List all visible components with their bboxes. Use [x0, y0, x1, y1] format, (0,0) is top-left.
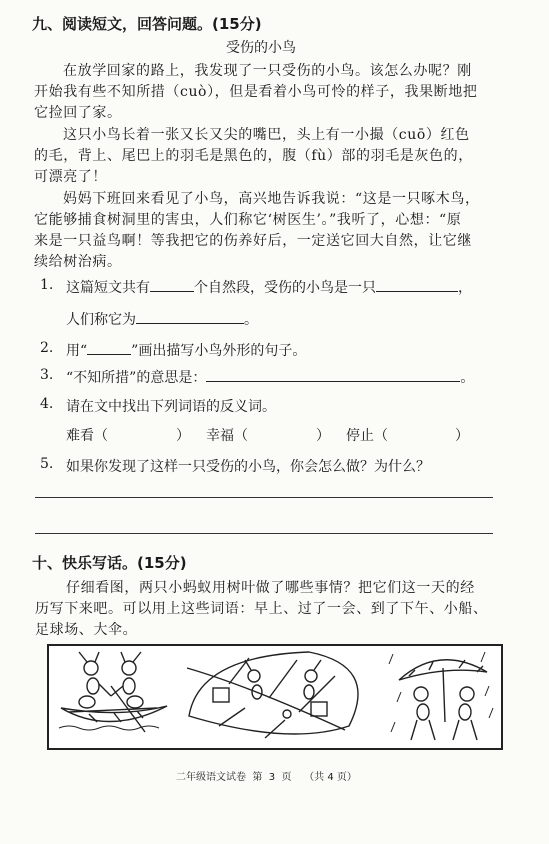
answer-line[interactable]	[35, 533, 493, 534]
q4-number: 4.	[40, 396, 54, 412]
q1-blank-paragraphs[interactable]	[150, 279, 194, 292]
q2-text-b: ”画出描写小鸟外形的句子。	[131, 343, 307, 359]
footer-exam-name: 二年级语文试卷	[176, 772, 246, 783]
story-line: 来是一只益鸟啊！等我把它的伤养好后，一定送它回大自然，让它继	[34, 233, 472, 249]
story-line: 在放学回家的路上，我发现了一只受伤的小鸟。该怎么办呢？刚	[63, 63, 472, 79]
antonym-close-3: ）	[455, 428, 469, 444]
q2-number: 2.	[40, 340, 54, 356]
q2-text-a: 用“	[66, 343, 88, 359]
question-3	[66, 367, 474, 387]
story-title: 受伤的小鸟	[226, 40, 296, 56]
ant-head	[84, 661, 98, 675]
illustration-frame	[47, 644, 503, 750]
story-line: 可漂亮了！	[34, 169, 107, 185]
page-footer	[176, 768, 357, 783]
q3-text: “不知所措”的意思是：	[66, 370, 207, 386]
q1-text-a: 这篇短文共有	[66, 280, 150, 296]
q1-blank-bird[interactable]	[376, 279, 458, 292]
writing-prompt-line: 历写下来吧。可以用上这些词语：早上、过了一会、到了下午、小船、	[35, 601, 488, 617]
footer-di: 第	[252, 772, 263, 783]
section10-heading: 十、快乐写话。(15分)	[32, 554, 187, 572]
question-4: 请在文中找出下列词语的反义词。	[66, 399, 276, 415]
question-1	[66, 277, 472, 297]
footer-page-number: 3	[268, 772, 276, 783]
question-2	[66, 340, 306, 360]
footer-total-pages: （共 4 页）	[304, 772, 357, 783]
q2-underline-mark	[87, 342, 131, 355]
footer-ye: 页	[281, 772, 292, 783]
antonym-close-1: ）	[176, 428, 190, 444]
story-line: 它捡回了家。	[34, 105, 122, 121]
q1-text-c: ，	[458, 280, 472, 296]
writing-prompt-line: 仔细看图，两只小蚂蚁用树叶做了哪些事情？把它们这一天的经	[66, 580, 475, 596]
story-line: 续给树治病。	[34, 254, 122, 270]
ant-head	[122, 661, 136, 675]
ball	[283, 710, 291, 718]
antonym-close-2: ）	[316, 428, 330, 444]
antonym-label-3: 停止（	[346, 428, 388, 444]
story-line: 它能够捕食树洞里的害虫，人们称它‘树医生’。”我听了，心想：“原	[34, 212, 462, 228]
q1-text-b: 个自然段，受伤的小鸟是一只	[194, 280, 376, 296]
q1-blank-name[interactable]	[136, 311, 244, 324]
q1-text-e: 。	[244, 312, 258, 328]
ant-illustration	[49, 646, 501, 748]
q1-text-d: 人们称它为	[66, 312, 136, 328]
story-line: 的毛，背上、尾巴上的羽毛是黑色的，腹（fù）部的羽毛是灰色的，	[34, 148, 473, 164]
q1-number: 1.	[40, 277, 54, 293]
story-line: 这只小鸟长着一张又长又尖的嘴巴，头上有一小撮（cuō）红色	[63, 127, 470, 143]
story-line: 妈妈下班回来看见了小鸟，高兴地告诉我说：“这是一只啄木鸟，	[63, 191, 480, 207]
section9-heading: 九、阅读短文，回答问题。(15分)	[32, 15, 262, 33]
question-5: 如果你发现了这样一只受伤的小鸟，你会怎么做？为什么？	[66, 459, 430, 475]
q3-end: 。	[460, 370, 475, 386]
writing-prompt-line: 足球场、大伞。	[35, 622, 138, 638]
q3-number: 3.	[40, 367, 54, 383]
q3-answer-blank[interactable]	[206, 369, 460, 382]
q5-number: 5.	[40, 456, 54, 472]
story-line: 开始我有些不知所措（cuò），但是看着小鸟可怜的样子，我果断地把	[34, 84, 478, 100]
antonym-label-2: 幸福（	[206, 428, 248, 444]
answer-line[interactable]	[35, 497, 493, 498]
antonym-label-1: 难看（	[66, 428, 108, 444]
question-1-cont	[66, 309, 258, 329]
